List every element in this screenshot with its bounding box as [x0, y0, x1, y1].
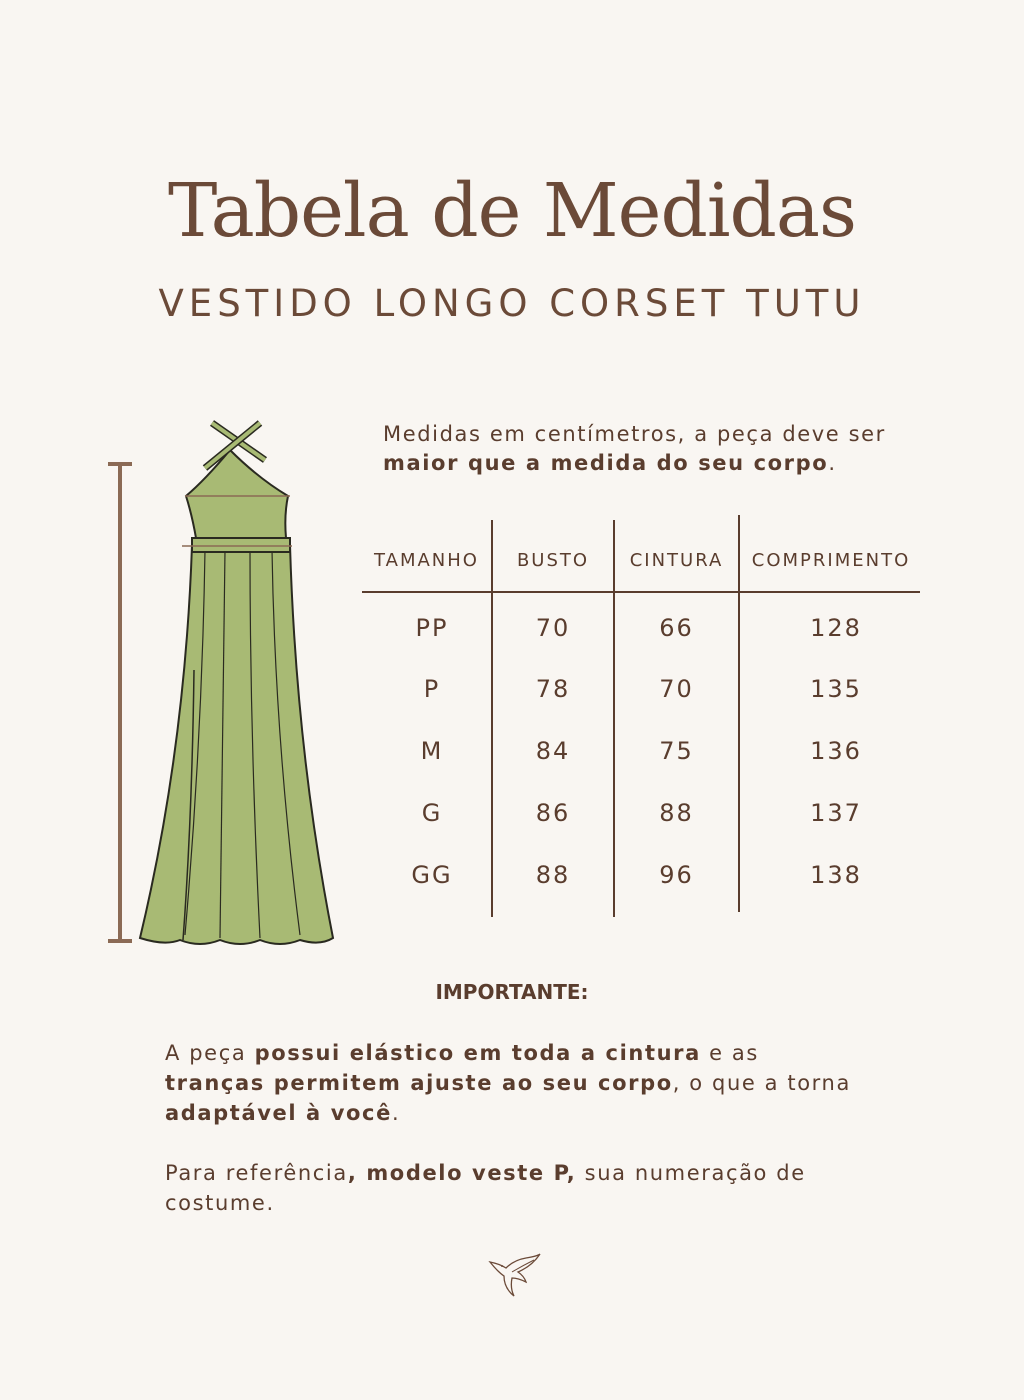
- cell-cintura: 96: [659, 861, 694, 889]
- cell-size: M: [420, 737, 444, 765]
- cell-comprimento: 137: [810, 799, 862, 827]
- important-paragraph: A peça possui elástico em toda a cintura e as tranças permitem ajuste ao seu corpo, o que a torna adaptável à você.: [165, 1041, 851, 1125]
- table-header-rule: [362, 591, 920, 593]
- cell-size: G: [421, 799, 443, 827]
- cell-cintura: 70: [659, 675, 694, 703]
- cell-busto: 70: [535, 614, 571, 642]
- table-divider: [613, 520, 615, 917]
- cell-busto: 78: [535, 675, 571, 703]
- reference-paragraph: Para referência, modelo veste P, sua numeração de costume.: [165, 1161, 806, 1215]
- cell-size: PP: [415, 614, 449, 642]
- intro-text: Medidas em centímetros, a peça deve ser maior que a medida do seu corpo.: [383, 422, 886, 475]
- header-cintura: CINTURA: [629, 550, 724, 571]
- cell-busto: 84: [535, 737, 571, 765]
- cell-size: P: [423, 675, 441, 703]
- page-title: Tabela de Medidas: [168, 168, 856, 254]
- cell-comprimento: 138: [810, 861, 862, 889]
- hummingbird-logo-icon: [488, 1252, 542, 1298]
- cell-comprimento: 128: [810, 614, 862, 642]
- table-divider: [491, 520, 493, 917]
- cell-cintura: 75: [659, 737, 694, 765]
- important-heading: IMPORTANTE:: [435, 980, 589, 1004]
- cell-cintura: 66: [659, 614, 694, 642]
- table-divider: [738, 515, 740, 912]
- dress-illustration-icon: [100, 420, 350, 950]
- cell-size: GG: [411, 861, 453, 889]
- cell-cintura: 88: [659, 799, 694, 827]
- header-tamanho: TAMANHO: [374, 550, 479, 571]
- header-busto: BUSTO: [516, 550, 590, 571]
- header-comprimento: COMPRIMENTO: [751, 550, 911, 571]
- product-subtitle: VESTIDO LONGO CORSET TUTU: [158, 282, 866, 325]
- size-table: [362, 515, 922, 917]
- cell-busto: 88: [535, 861, 571, 889]
- cell-comprimento: 136: [810, 737, 862, 765]
- cell-busto: 86: [535, 799, 571, 827]
- cell-comprimento: 135: [810, 675, 862, 703]
